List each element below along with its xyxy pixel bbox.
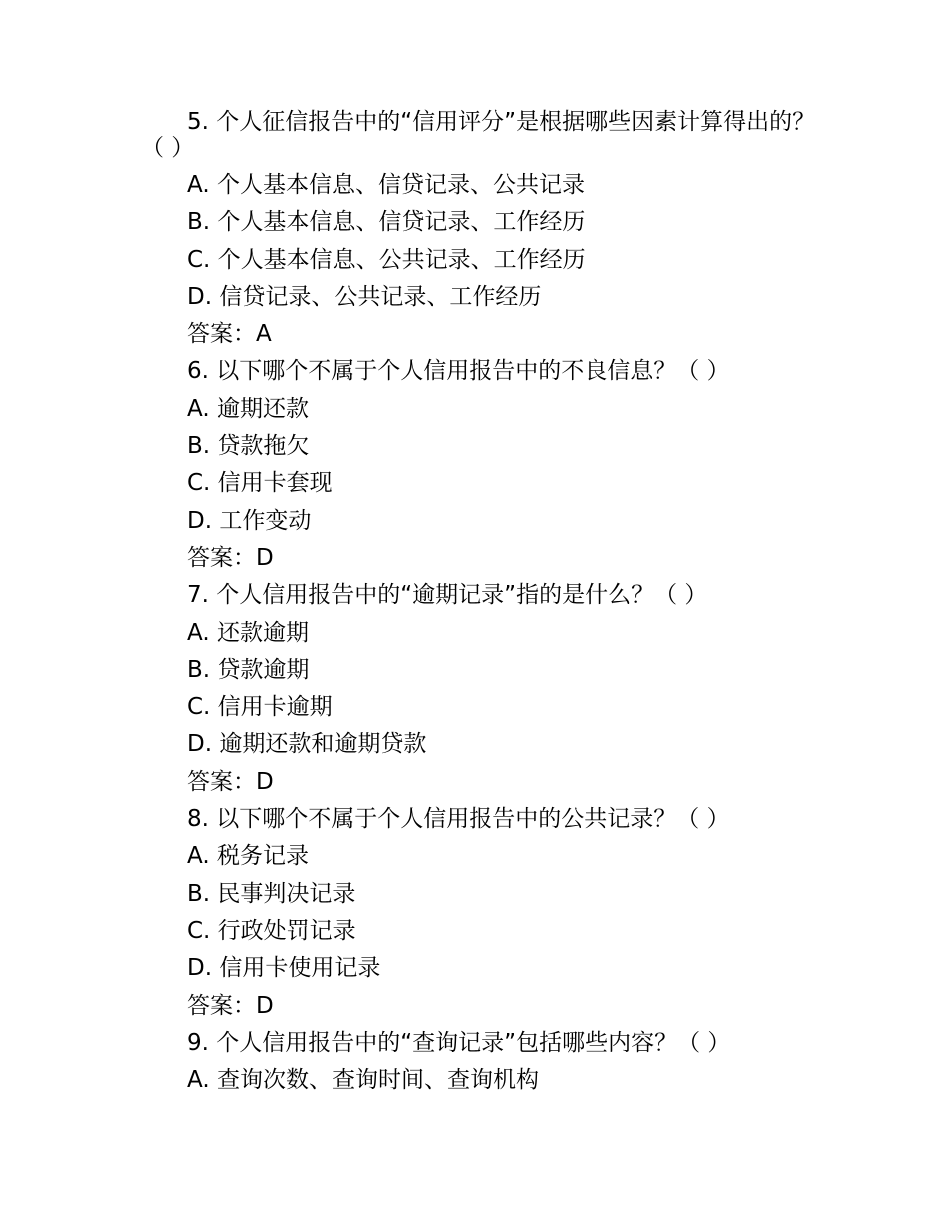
answer: 答案：D xyxy=(187,544,274,571)
question-5 xyxy=(141,109,821,353)
option-c: C. 个人基本信息、公共记录、工作经历 xyxy=(187,246,586,273)
option-b: B. 贷款拖欠 xyxy=(187,433,310,460)
question-stem: 7. 个人信用报告中的“逾期记录”指的是什么？（ ） xyxy=(187,582,708,609)
option-b: B. 民事判决记录 xyxy=(187,880,356,907)
question-9 xyxy=(141,1025,821,1100)
option-c: C. 行政处罚记录 xyxy=(187,917,356,944)
question-stem: 6. 以下哪个不属于个人信用报告中的不良信息？（ ） xyxy=(187,358,730,385)
option-a: A. 税务记录 xyxy=(187,843,309,870)
option-a: A. 个人基本信息、信贷记录、公共记录 xyxy=(187,172,585,198)
option-d: D. 信用卡使用记录 xyxy=(187,955,381,982)
option-a: A. 逾期还款 xyxy=(187,395,309,422)
question-list xyxy=(141,104,821,1099)
answer: 答案：D xyxy=(187,992,274,1019)
question-stem: 8. 以下哪个不属于个人信用报告中的公共记录？（ ） xyxy=(187,806,730,833)
answer: 答案：A xyxy=(187,321,272,348)
option-c: C. 信用卡逾期 xyxy=(187,694,333,721)
answer: 答案：D xyxy=(187,768,274,795)
question-7 xyxy=(141,577,821,801)
option-b: B. 个人基本信息、信贷记录、工作经历 xyxy=(187,209,586,236)
option-b: B. 贷款逾期 xyxy=(187,656,310,683)
option-d: D. 工作变动 xyxy=(187,507,312,534)
option-d: D. 信贷记录、公共记录、工作经历 xyxy=(187,283,542,310)
question-8 xyxy=(141,801,821,1025)
question-6 xyxy=(141,353,821,577)
question-stem: 5. 个人征信报告中的“信用评分”是根据哪些因素计算得出的？（ ） xyxy=(141,109,816,161)
option-a: A. 查询次数、查询时间、查询机构 xyxy=(187,1067,539,1094)
option-a: A. 还款逾期 xyxy=(187,619,309,646)
option-c: C. 信用卡套现 xyxy=(187,470,333,497)
option-d: D. 逾期还款和逾期贷款 xyxy=(187,731,427,758)
question-stem: 9. 个人信用报告中的“查询记录”包括哪些内容？（ ） xyxy=(187,1029,731,1056)
